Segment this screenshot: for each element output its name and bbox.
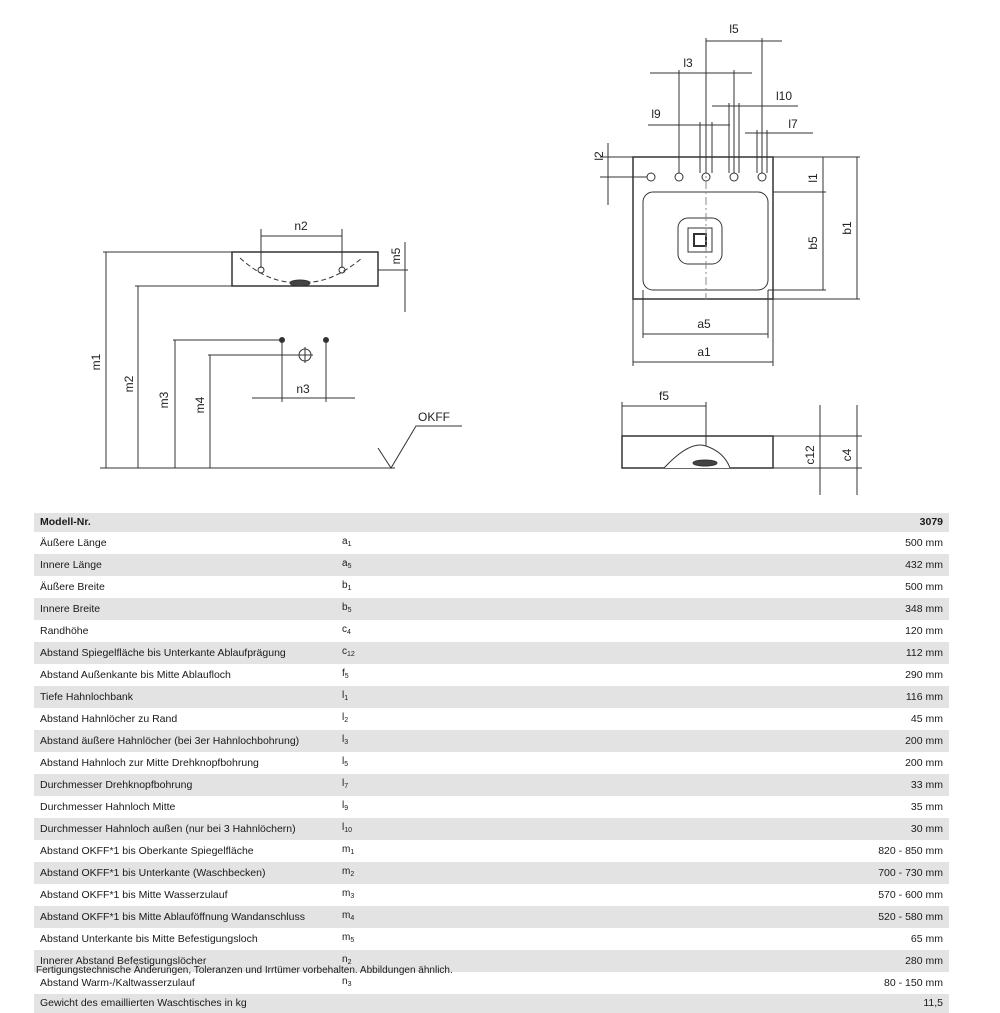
symbol-letter: l: [342, 712, 345, 723]
symbol-letter: b: [342, 602, 348, 613]
symbol-subscript: 1: [347, 585, 352, 592]
row-symbol: [336, 796, 728, 818]
footnote: Fertigungstechnische Änderungen, Toleranzen und Irrtümer vorbehalten. Abbildungen ähnlich.: [36, 965, 453, 976]
row-symbol: [336, 818, 728, 840]
table-row: [34, 994, 949, 1013]
row-symbol: [336, 532, 728, 554]
symbol-subscript: 12: [347, 651, 355, 658]
table-row: [34, 598, 949, 620]
label-m1: m1: [89, 353, 103, 371]
label-m2: m2: [122, 375, 136, 393]
label-b5: b5: [806, 236, 820, 250]
table-row: [34, 906, 949, 928]
label-l3: l3: [683, 56, 693, 70]
table-row: [34, 576, 949, 598]
table-row: [34, 862, 949, 884]
table-row: [34, 840, 949, 862]
label-m3: m3: [157, 391, 171, 409]
row-symbol: [336, 664, 728, 686]
table-row: [34, 884, 949, 906]
symbol-letter: m: [342, 932, 351, 943]
row-label: Gewicht des emaillierten Waschtisches in kg: [34, 994, 336, 1013]
symbol-subscript: 3: [347, 981, 352, 988]
table-row: [34, 774, 949, 796]
table-row: [34, 554, 949, 576]
row-value: 120 mm: [728, 620, 949, 642]
row-label: Abstand Außenkante bis Mitte Ablaufloch: [34, 664, 336, 686]
row-value: 30 mm: [728, 818, 949, 840]
symbol-subscript: 5: [344, 761, 349, 768]
symbol-letter: l: [342, 800, 345, 811]
row-label: Abstand OKFF*1 bis Oberkante Spiegelfläche: [34, 840, 336, 862]
row-value: 290 mm: [728, 664, 949, 686]
row-label: Tiefe Hahnlochbank: [34, 686, 336, 708]
row-label: Abstand OKFF*1 bis Mitte Wasserzulauf: [34, 884, 336, 906]
symbol-letter: c: [342, 646, 347, 657]
label-l7: l7: [788, 117, 798, 131]
row-value: 200 mm: [728, 752, 949, 774]
table-row: [34, 686, 949, 708]
symbol-letter: n: [342, 976, 348, 987]
plan-view: [592, 22, 860, 366]
symbol-letter: l: [342, 690, 345, 701]
row-value: 33 mm: [728, 774, 949, 796]
symbol-subscript: 4: [347, 629, 351, 636]
symbol-subscript: 1: [350, 849, 355, 856]
label-n3: n3: [296, 382, 310, 396]
symbol-letter: b: [342, 580, 348, 591]
row-symbol: [336, 906, 728, 928]
row-symbol: [336, 598, 728, 620]
row-label: Randhöhe: [34, 620, 336, 642]
row-label: Abstand Unterkante bis Mitte Befestigungsloch: [34, 928, 336, 950]
symbol-letter: a: [342, 536, 348, 547]
row-symbol: [336, 928, 728, 950]
table-row: [34, 730, 949, 752]
symbol-subscript: 3: [350, 893, 355, 900]
table-row: [34, 752, 949, 774]
symbol-letter: f: [342, 668, 345, 679]
table-header-row: [34, 513, 949, 532]
symbol-subscript: 10: [344, 827, 353, 834]
symbol-subscript: 5: [344, 673, 349, 680]
row-value: 11,5: [728, 994, 949, 1013]
symbol-subscript: 9: [344, 805, 349, 812]
row-value: 500 mm: [728, 532, 949, 554]
row-label: Durchmesser Hahnloch außen (nur bei 3 Hahnlöchern): [34, 818, 336, 840]
row-symbol: [336, 884, 728, 906]
row-value: 820 - 850 mm: [728, 840, 949, 862]
label-f5: f5: [658, 389, 670, 403]
table-row: [34, 620, 949, 642]
header-label: Modell-Nr.: [34, 513, 336, 532]
symbol-letter: l: [342, 734, 345, 745]
row-symbol: [336, 752, 728, 774]
row-symbol: [336, 642, 728, 664]
symbol-subscript: 5: [350, 937, 355, 944]
table-row: [34, 818, 949, 840]
row-symbol: [336, 994, 728, 1013]
front-section-view: [622, 389, 862, 495]
symbol-subscript: 7: [344, 783, 349, 790]
row-symbol: [336, 730, 728, 752]
row-value: 80 - 150 mm: [728, 972, 949, 994]
label-l2: l2: [592, 151, 606, 161]
spec-table: [34, 513, 949, 1013]
label-a5: a5: [697, 317, 711, 331]
row-symbol: [336, 554, 728, 576]
row-symbol: [336, 620, 728, 642]
technical-drawing: [0, 0, 1000, 500]
row-label: Abstand äußere Hahnlöcher (bei 3er Hahnlochbohrung): [34, 730, 336, 752]
row-value: 112 mm: [728, 642, 949, 664]
symbol-subscript: 2: [350, 871, 355, 878]
table-row: [34, 532, 949, 554]
row-symbol: [336, 862, 728, 884]
label-c4: c4: [840, 448, 854, 462]
row-label: Durchmesser Drehknopfbohrung: [34, 774, 336, 796]
symbol-letter: n: [342, 954, 348, 965]
label-l5: l5: [729, 22, 739, 36]
row-label: Innerer Abstand Befestigungslöcher: [34, 950, 336, 972]
row-label: Innere Breite: [34, 598, 336, 620]
label-l10: l10: [775, 89, 793, 103]
table-row: [34, 928, 949, 950]
symbol-subscript: 3: [344, 739, 349, 746]
row-value: 116 mm: [728, 686, 949, 708]
row-label: Abstand Hahnloch zur Mitte Drehknopfbohrung: [34, 752, 336, 774]
label-b1: b1: [840, 221, 854, 235]
row-value: 520 - 580 mm: [728, 906, 949, 928]
symbol-letter: l: [342, 756, 345, 767]
label-c12: c12: [803, 445, 817, 465]
row-value: 432 mm: [728, 554, 949, 576]
side-elevation-view: [89, 219, 462, 468]
symbol-letter: l: [342, 778, 345, 789]
label-m4: m4: [193, 396, 207, 414]
table-row: [34, 664, 949, 686]
row-label: Äußere Länge: [34, 532, 336, 554]
symbol-subscript: 5: [347, 563, 352, 570]
symbol-letter: c: [342, 624, 347, 635]
row-label: Durchmesser Hahnloch Mitte: [34, 796, 336, 818]
symbol-letter: m: [342, 866, 351, 877]
row-symbol: [336, 576, 728, 598]
symbol-letter: m: [342, 844, 351, 855]
table-row: [34, 796, 949, 818]
symbol-subscript: 4: [350, 915, 355, 922]
label-n2: n2: [294, 219, 308, 233]
row-value: 200 mm: [728, 730, 949, 752]
symbol-subscript: 1: [347, 541, 352, 548]
row-symbol: [336, 774, 728, 796]
row-value: 280 mm: [728, 950, 949, 972]
header-symbol: [336, 513, 728, 532]
symbol-subscript: 2: [347, 959, 352, 966]
row-label: Abstand OKFF*1 bis Mitte Ablauföffnung Wandanschluss: [34, 906, 336, 928]
label-a1: a1: [697, 345, 711, 359]
label-m5: m5: [389, 247, 403, 265]
row-label: Abstand Spiegelfläche bis Unterkante Ablaufprägung: [34, 642, 336, 664]
symbol-subscript: 1: [344, 695, 349, 702]
label-l1: l1: [806, 173, 820, 183]
row-label: Abstand OKFF*1 bis Unterkante (Waschbecken): [34, 862, 336, 884]
row-label: Innere Länge: [34, 554, 336, 576]
row-value: 35 mm: [728, 796, 949, 818]
row-value: 570 - 600 mm: [728, 884, 949, 906]
row-label: Äußere Breite: [34, 576, 336, 598]
symbol-letter: m: [342, 910, 351, 921]
row-value: 45 mm: [728, 708, 949, 730]
label-l9: l9: [651, 107, 661, 121]
row-value: 500 mm: [728, 576, 949, 598]
header-value: 3079: [728, 513, 949, 532]
row-symbol: [336, 686, 728, 708]
symbol-letter: a: [342, 558, 348, 569]
symbol-subscript: 5: [347, 607, 352, 614]
symbol-subscript: 2: [344, 717, 349, 724]
table-row: [34, 642, 949, 664]
row-label: Abstand Warm-/Kaltwasserzulauf: [34, 972, 336, 994]
row-value: 65 mm: [728, 928, 949, 950]
row-value: 700 - 730 mm: [728, 862, 949, 884]
symbol-letter: m: [342, 888, 351, 899]
row-symbol: [336, 840, 728, 862]
row-label: Abstand Hahnlöcher zu Rand: [34, 708, 336, 730]
symbol-letter: l: [342, 822, 345, 833]
label-okff: OKFF: [418, 410, 450, 424]
table-row: [34, 708, 949, 730]
row-symbol: [336, 708, 728, 730]
row-value: 348 mm: [728, 598, 949, 620]
